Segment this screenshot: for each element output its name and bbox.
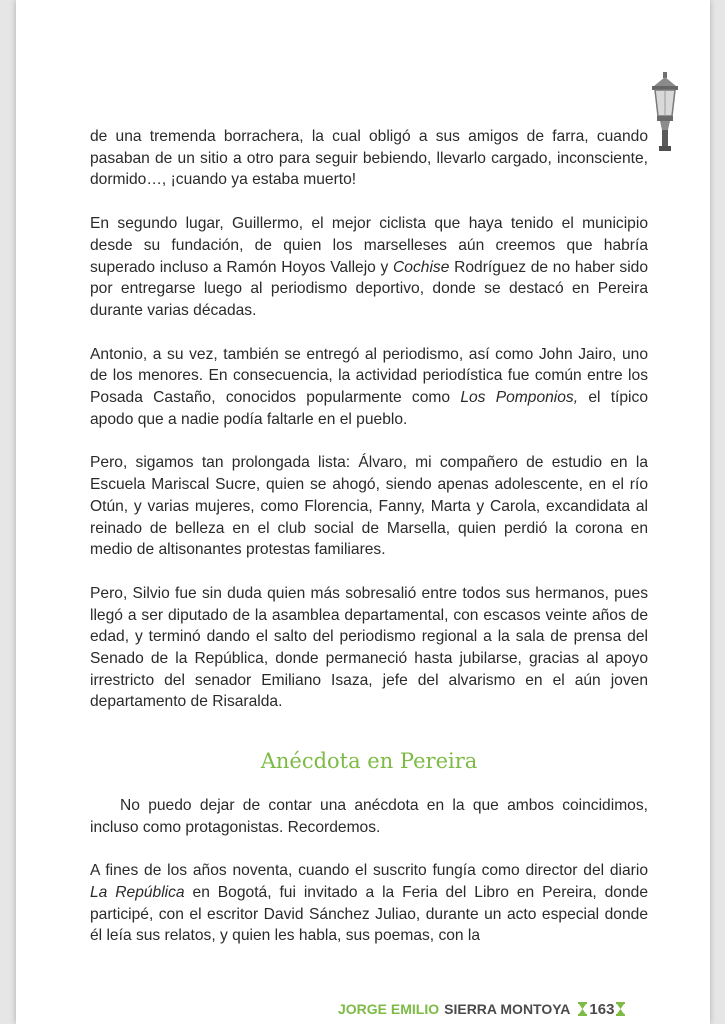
paragraph [90,860,648,947]
text-run: de una tremenda borrachera, la cual obligó a sus amigos de farra, cuando pasaban de un sitio a otro para seguir bebiendo, llevarlo cargado, inconsciente, dormido…, ¡cuando ya estaba muerto! [90,128,648,189]
italic-text: La República [90,883,185,901]
page-content [90,126,648,969]
paragraph [90,583,648,713]
page-footer [338,998,678,1020]
text-run: En segundo lugar, Guillermo, el mejor ciclista que haya tenido el municipio desde su fundación, de quien los marselleses aún creemos que habría superado incluso a Ramón Hoyos Vallejo y [90,215,648,276]
street-lamp-icon [648,72,682,152]
italic-text: Los Pomponios, [460,389,579,407]
footer-author-last: SIERRA MONTOYA [444,1001,571,1017]
text-run: el típico apodo que a nadie podía faltarle en el pueblo. [90,389,648,428]
body-section-2 [90,795,648,947]
paragraph [90,795,648,838]
paragraph [90,126,648,191]
text-run: No puedo dejar de contar una anécdota en la que ambos coincidimos, incluso como protagonistas. Recordemos. [90,796,648,836]
paragraph [90,452,648,561]
text-run: Rodríguez de no haber sido por entregarse luego al periodismo deportivo, donde se destacó en Pereira durante varias décadas. [90,258,649,319]
italic-text: Cochise [393,258,450,276]
text-run: A fines de los años noventa, cuando el suscrito fungía como director del diario [90,862,648,880]
hourglass-ornament-icon [578,1002,587,1016]
footer-author-first: JORGE EMILIO [338,1001,440,1017]
text-run: en Bogotá, fui invitado a la Feria del Libro en Pereira, donde participé, con el escritor David Sánchez Juliao, durante un acto especial donde él leía sus relatos, y quien les habla, sus poemas, con la [90,883,648,945]
paragraph [90,344,648,431]
text-run: Pero, sigamos tan prolongada lista: Álvaro, mi compañero de estudio en la Escuela Mariscal Sucre, quien se ahogó, siendo apenas adolescente, en el río Otún, y varias mujeres, como Florencia, Fanny, Marta y Carola, excandidata al reinado de belleza en el club social de Marsella, quien perdió la corona en medio de altisonantes protestas familiares. [90,454,648,559]
body-section-1 [90,126,648,713]
page-number: 163 [589,1000,615,1018]
hourglass-ornament-icon [616,1002,625,1016]
text-run: Antonio, a su vez, también se entregó al periodismo, así como John Jairo, uno de los menores. En consecuencia, la actividad periodística fue común entre los Posada Castaño, conocidos popularmente como [90,345,648,407]
text-run: Pero, Silvio fue sin duda quien más sobresalió entre todos sus hermanos, pues llegó a ser diputado de la asamblea departamental, con escasos veinte años de edad, y terminó dando el salto del periodismo regional a la sala de prensa del Senado de la República, donde permaneció hasta jubilarse, gracias al apoyo irrestricto del senador Emiliano Isaza, jefe del alvarismo en el aún joven departamento de Risaralda. [90,584,648,711]
section-heading: Anécdota en Pereira [260,749,478,774]
paragraph [90,213,648,322]
book-page [16,0,710,1024]
